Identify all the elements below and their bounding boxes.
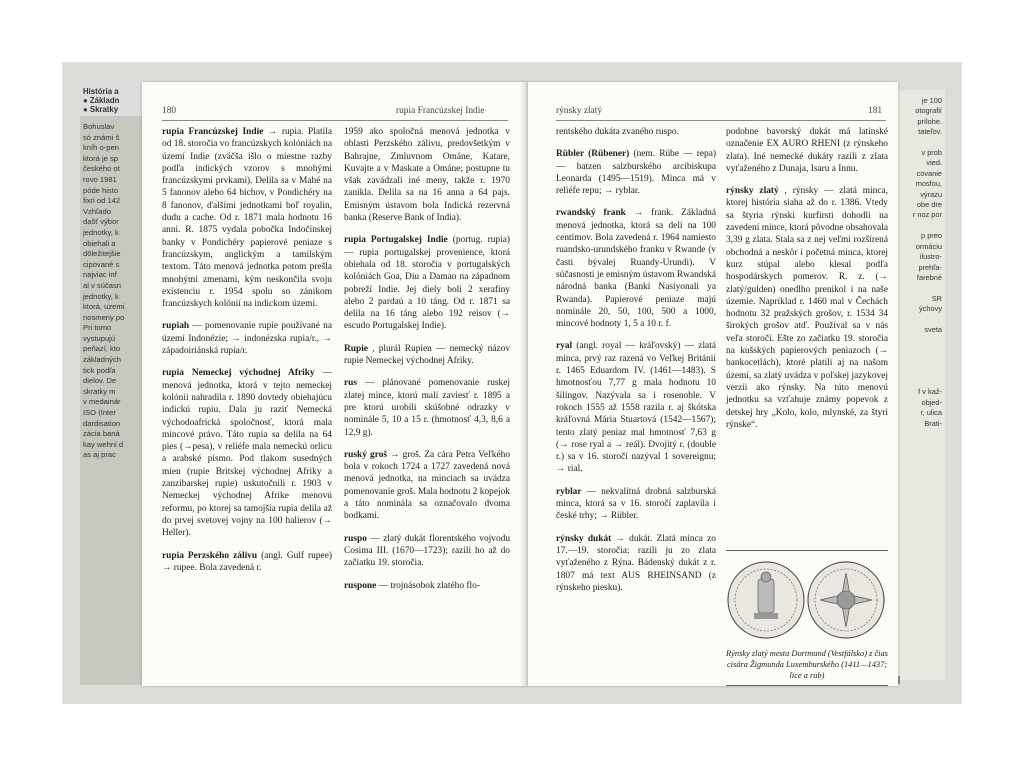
entry-definition: , plurál Rupien — nemecký názov rupie Nemeckej východnej Afriky. [344, 343, 511, 367]
cover-line [900, 377, 942, 387]
cover-line: tick podľa [83, 365, 116, 375]
dictionary-entry [556, 207, 716, 330]
entry-definition: — trojnásobok zlatého flo- [378, 580, 480, 591]
cover-line: farebné [916, 272, 942, 282]
entry-definition: — nekvalitná drobná salzburská minca, ktorá sa v 16. storočí zaplavila i české trhy; → Rübler. [556, 486, 716, 522]
entry-term: rýnsky dukát [556, 533, 612, 544]
cover-text [80, 116, 142, 467]
entry-definition: rentského dukáta zvaného ruspo. [556, 127, 679, 137]
cover-line: f v kaž- [918, 387, 942, 397]
right-book-cover-flap [897, 90, 945, 680]
page-number: 180 [162, 106, 177, 116]
cover-line: r, ulica [920, 408, 942, 418]
cover-line: obiehali a [83, 238, 116, 248]
cover-line: p preo [921, 231, 942, 241]
dictionary-entry [726, 126, 888, 175]
dictionary-entry [162, 126, 332, 310]
entry-definition: → frank. Základná menová jednotka, ktorá sa delí na 100 centimov. Bola zavedená r. 1964 namiesto ruandsko-urundského franku v Rwande (v časti bývalej Ruandy-Urundi). V súčasnosti je emisným ústavom Rwandská národná banka (Banki Nasiyonali ya Rwanda). Papierové peniaze majú nominále 20, 50, 100, 500 a 1000, mincové hodnoty 1, 5 a 10 r. f. [556, 208, 716, 330]
figure-rule [726, 550, 888, 551]
entry-definition: , rýnsky — zlatá minca, ktorej história siaha až do r. 1386. Vtedy sa štyria rýnski kurfirsti dohodli na zavedení mince, ktorá pôvodne obsahovala 3,39 g zlata. Stala sa z nej veľmi rozšírená obchodná a neskôr i početná minca, ktorej kurz stúpal alebo klesal podľa hospodárskych pomerov. R. z. (→ zlatý/gulden) onedlho prenikol i na naše územie. Napríklad r. 1460 mal v Čechách hodnotu 32 pražských grošov, r. 1534 34 širokých grošov atď. Používal sa v nás veľa storočí. Ešte zo začiatku 19. storočia na kušských papierových peniazoch (→ bankocetlách), ktoré platili aj na našom území, sa zlatý uvádza v poľskej jazykovej verzii ako rýnsky. Na túto menovú jednotku sa vzťahuje známy popevok z detskej hry „Kolo, kolo, mlynské, za štyri rýnske“. [726, 186, 889, 430]
dictionary-entry [344, 580, 510, 592]
entry-term: rupia Portugalskej Indie [344, 235, 448, 246]
cover-line: výrazu [920, 189, 942, 199]
cover-line: mosfou, [915, 179, 942, 189]
cover-line: Vzhľado [83, 206, 111, 216]
cover-line [900, 221, 942, 231]
cover-heading [80, 85, 142, 116]
dictionary-entry [162, 367, 332, 539]
cover-line: najviac inf [83, 270, 117, 280]
cover-line [900, 367, 942, 377]
entry-term: ruspo [344, 533, 367, 544]
left-page [142, 82, 528, 686]
cover-heading-line: ● Základn [83, 96, 120, 105]
entry-term: rupia Francúzskej Indie [162, 127, 264, 137]
entry-definition: — pomenovanie rupie používané na území Indonézie; → indonézska rupia/r., → západoiriánská rupia/r. [162, 321, 332, 357]
cover-line [900, 356, 942, 366]
entry-definition: — zlatý dukát florentského vojvodu Cosima III. (1670—1723); razili ho až do začiatku 19. storočia. [344, 533, 511, 569]
entry-definition: → rupia. Platila od 18. storočia vo francúzskych kolóniách na území Indie (zväčša išlo o miestne razby podľa indických vzorov s mnohými francúzskymi prvkami). Delila sa v Mahé na 5 fanonov alebo 64 bichov, v Pondichéry na 8 fanonov, ďalšími jednotkami boľ royalin, dudu a cache. Od r. 1871 mala hodnotu 16 anni. R. 1875 vydala pobočka Indočínskej banky v Pondichéry papierové peniaze s francúzskym, anglickým a tamilským textom. Táto menová jednotka potom prešla mnohými zmenami, kým neskončila svoju existenciu r. 1954 spolu so zánikom francúzskych kolónií na indickom území. [162, 127, 333, 310]
cover-line: ISO (Inter [83, 408, 116, 418]
entry-term: rwandský frank [556, 208, 626, 219]
coin-figure [726, 546, 888, 692]
cover-line: dardisation [83, 418, 121, 428]
cover-heading-line: ● Skratky [83, 105, 119, 114]
entry-definition: — menová jednotka, ktorá v tejto nemeckej kolónii nahradila r. 1890 dovtedy obiehajúcu indickú rupiu. Dala ju raziť Nemecká východoafrická spoločnosť, ktorá mala mincové právo. Táto rupia sa delila na 64 pies (→pesa), v reliéfe mala nemeckú orlicu a arabské písmo. Pod tlakom susedných mien (rupie Britskej východnej Afriky a zanzibarskej rupie) uskutočnili r. 1903 v Nemeckej východnej Afrike menovú reformu, po ktorej sa tamojšia rupia delila až do prvej svetovej vojny na 100 halierov (→ Heller). [162, 368, 332, 539]
entry-term: ryblar [556, 486, 582, 497]
cover-line: ýchovy [918, 304, 942, 314]
cover-line: základných [83, 355, 121, 365]
cover-line: Bohuslav [83, 122, 115, 131]
dictionary-entry [162, 550, 332, 575]
cover-line: kay wehni d [83, 439, 124, 449]
cover-line: dôležitejšie [83, 249, 121, 259]
cover-line: póde histo [83, 185, 119, 195]
entry-term: rus [344, 378, 358, 389]
entry-term: ruský groš [344, 449, 388, 460]
dictionary-entry [556, 340, 716, 475]
entry-term: ryal [556, 341, 573, 352]
entry-definition: (portug. rupia) — rupia portugalskej provenience, ktorá obiehala od 18. storočia v portugalských kolóniách Goa, Diu a Damao na západnom pobreží Indie. Jej diely boli 2 xerafiny alebo 2 pardaú a 10 táng. Od r. 1871 sa delila na 16 táng alebo 192 reisov (→ escudo Portugalskej Indie). [344, 235, 511, 332]
dictionary-entry [726, 185, 888, 431]
text-column-right [726, 126, 888, 441]
cover-line: Pri tomo [83, 323, 112, 333]
cover-line: sveta [924, 324, 942, 334]
cover-line: covanie [916, 168, 942, 178]
cover-line: ormáciu [915, 241, 942, 251]
cover-line: v medainár [83, 397, 121, 407]
entry-definition: (angl. royal — kráľovský) — zlatá minca, prvý raz razená vo Veľkej Británii r. 1465 Eduardom IV. (1461—1483). S hmotnosťou 7,77 g mala hodnotu 10 šilingov. Nazývala sa i rosenoble. V rokoch 1555 až 1558 razila r. aj škótska kráľovná Mária Stuartová (1542—1567); tento zlatý peniaz mal hmotnosť 7,63 g (→ rose ryal a → reál). Dvojitý r. (double r.) sa v 16. storočí nazýval 1 sovereignu; → rial. [556, 341, 716, 475]
cover-line: vied. [926, 158, 942, 168]
header-rule [556, 120, 886, 121]
cover-line: prílohe. [917, 116, 942, 126]
cover-line: prehľa- [918, 262, 942, 272]
entry-term: rupia Nemeckej východnej Afriky [162, 368, 315, 379]
entry-definition: → dukát. Zlatá minca zo 17.—19. storočia; razili ju zo zlata vyťaženého z Rýna. Bádenský dukát z r. 1807 má text AUS RHEINSAND (z rýnskeho piesku). [556, 533, 716, 593]
cover-line: objed- [921, 397, 942, 407]
cover-line: jednotky, k [83, 291, 119, 301]
entry-definition: → groš. Za cára Petra Veľkého bola v rokoch 1724 a 1727 zavedená nová menová jednotka, na minciach sa uvádza pomenovanie groš. Mala hodnotu 2 kopejok a táto nominála sa označovalo dvoma bodkami. [344, 449, 511, 522]
left-book-cover-flap [80, 85, 142, 685]
text-column-left [556, 126, 716, 604]
cover-line: skratky m [83, 386, 116, 396]
dictionary-entry [344, 533, 510, 570]
cover-line: zácia baná [83, 429, 120, 439]
dictionary-entry [556, 126, 716, 138]
cover-line: obe dre [916, 200, 942, 210]
coin-reverse-icon [808, 562, 884, 638]
entry-definition: (angl. Gulf rupee) → rupee. Bola zavedená r. [162, 550, 333, 573]
cover-line: dašť výbor [83, 217, 119, 227]
entry-definition: 1959 ako spoločná menová jednotka v oblasti Perzského zálivu, predovšetkým v Bahrajne, Zmluvnom Ománe, Katare, Kuvajte a v Maskate a Ománe; postupne tu však zavádzali iné meny, takže r. 1970 zanikla. Delila sa na 16 anna a 64 pajs. Emisným ústavom bola Indická rezervná banka (Reserve Bank of India). [344, 127, 510, 224]
dictionary-entry [556, 486, 716, 523]
dictionary-entry [344, 377, 510, 438]
running-head: rýnsky zlatý [556, 106, 603, 116]
cover-line: tateľov. [918, 127, 942, 137]
entry-definition: podobne bavorský dukát má latinské označenie EX AURO RHENI (z rýnskeho zlata). Iné nemecké dukáty razili z zlata vyťaženého z Dunaja, Isaru a Innu. [726, 127, 888, 174]
cover-heading-line: História a [83, 87, 119, 96]
cover-line: jednotky, k [83, 227, 119, 237]
header-rule [162, 120, 508, 121]
cover-line: peňazí, kto [83, 344, 121, 354]
entry-term: ruspone [344, 580, 377, 591]
cover-line [900, 346, 942, 356]
cover-line [900, 335, 942, 345]
page-number: 181 [868, 106, 883, 116]
cover-line: rovo 1981 [83, 174, 117, 184]
entry-term: rýnsky zlatý [726, 186, 779, 197]
entry-definition: (nem. Rübe — repa) — batzen salzburského arcibiskupa Leonarda (1495—1519). Minca má v reliéfe repu; → ryblar. [556, 149, 716, 197]
right-page [528, 82, 898, 686]
entry-term: rupiah [162, 321, 190, 332]
dictionary-entry [556, 148, 716, 197]
cover-line: SR [931, 293, 942, 303]
coin-obverse-icon [728, 562, 804, 638]
cover-line: otografií [915, 106, 942, 116]
cover-line: ktorá je sp [83, 153, 119, 163]
cover-line: só známi ŝ [83, 132, 120, 142]
dictionary-entry [556, 533, 716, 594]
dictionary-entry [162, 320, 332, 357]
entry-term: Rübler (Rübener) [556, 149, 630, 160]
figure-caption: Rýnsky zlatý mesta Dortmund (Vestfálsko) z čias cisára Žigmunda Luxemburského (1411—1437; lice a rub) [726, 649, 888, 680]
cover-line: Brati- [924, 418, 942, 428]
dictionary-entry [344, 126, 510, 224]
cover-line: ktorá, uzemi [83, 302, 125, 312]
dictionary-entry [344, 343, 510, 368]
cover-line: as aj prac [83, 450, 116, 460]
cover-line: českého ot [83, 164, 120, 174]
cover-line [900, 283, 942, 293]
cover-line: nosmeny po [83, 312, 125, 322]
cover-line: vystupujú [83, 333, 116, 343]
text-column-right [344, 126, 510, 602]
cover-line: v prob [921, 148, 942, 158]
entry-term: rupia Perzského zálivu [162, 550, 258, 561]
coin-illustration [726, 557, 888, 643]
dictionary-entry [344, 449, 510, 523]
cover-line: je 100 [921, 96, 942, 105]
cover-line [900, 138, 942, 148]
cover-line: r noz por [912, 210, 942, 220]
cover-line: fixri od 142 [83, 196, 121, 206]
cover-line: cipované s [83, 259, 120, 269]
text-column-left [162, 126, 332, 584]
running-head: rupia Francúzskej Indie [396, 106, 485, 116]
cover-line: ilustro- [919, 252, 942, 262]
cover-line: al v súčasn [83, 280, 121, 290]
figure-rule [726, 685, 888, 686]
cover-line: kníh o-pen [83, 143, 119, 153]
entry-definition: — plánované pomenovanie ruskej zlatej mince, ktorú mali zaviesť r. 1895 a pre ktorú urobili skúšobné odrazky v nominále 5, 10 a 15 r. (hmotnosť 4,3, 8,6 a 12,9 g). [344, 378, 511, 438]
cover-line [900, 315, 942, 325]
entry-term: Rupie [344, 343, 368, 354]
cover-line: dielov. De [83, 376, 117, 386]
cover-text [897, 90, 945, 435]
dictionary-entry [344, 234, 510, 332]
